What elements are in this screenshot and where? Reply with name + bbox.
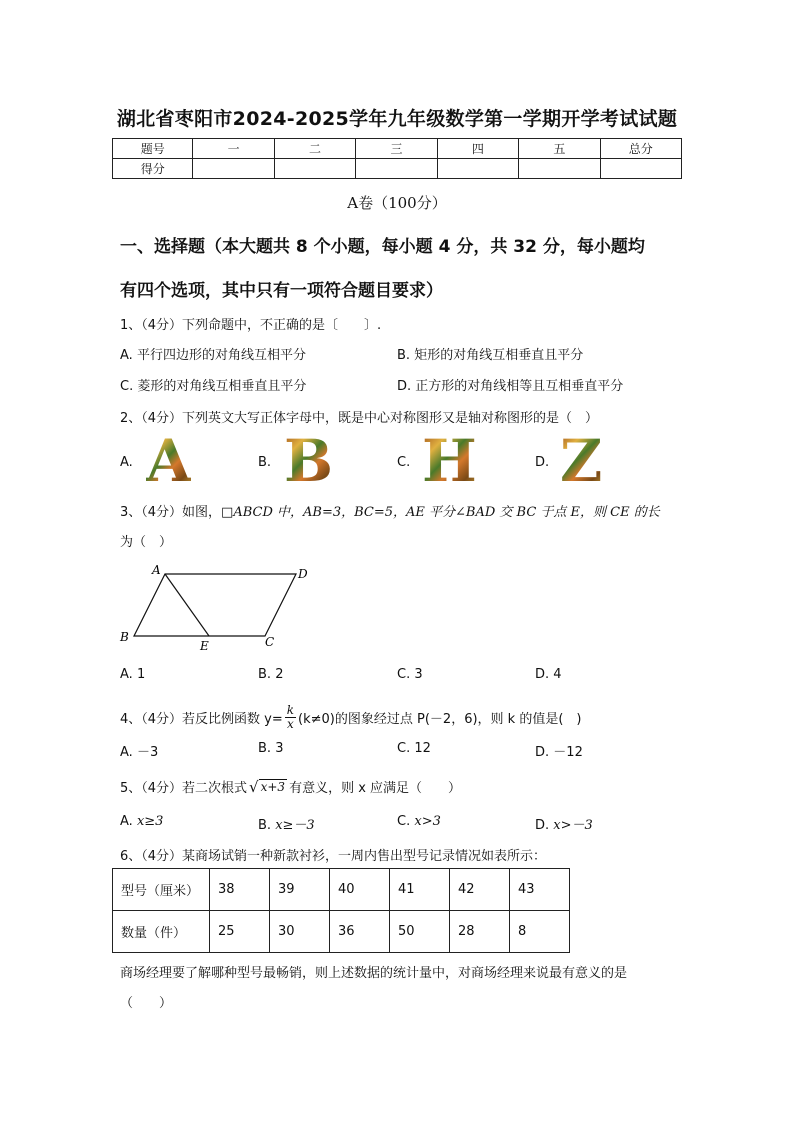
parallelogram-figure — [112, 560, 322, 655]
option-text: x≥3 — [136, 814, 164, 829]
score-cell[interactable] — [437, 159, 518, 179]
score-header-cell: 四 — [437, 139, 518, 159]
size-cell: 38 — [210, 869, 270, 911]
question-6-followup-line2: （ ） — [120, 996, 173, 1011]
count-cell: 36 — [330, 911, 390, 953]
option-letter: D. — [535, 667, 550, 682]
q1-option-d — [397, 375, 623, 394]
option-letter: D. — [397, 379, 412, 394]
score-cell[interactable] — [274, 159, 355, 179]
q3-stem-math: □ABCD 中，AB=3，BC=5，AE 平分∠BAD 交 BC 于点 E，则 CE 的长 — [221, 505, 660, 520]
radicand: x+3 — [260, 780, 286, 794]
option-letter: A. — [120, 814, 133, 829]
q2-option-d-letter: D. — [535, 455, 550, 470]
square-root-expression — [249, 778, 287, 796]
fraction-denominator: x — [287, 717, 294, 732]
q3-stem-prefix: 3、（4分）如图， — [120, 505, 222, 520]
q3-option-c — [397, 667, 423, 682]
option-letter: B. — [258, 818, 272, 833]
q1-option-a — [120, 344, 306, 363]
option-letter: D. — [535, 745, 550, 760]
letter-a-image: A — [146, 427, 192, 495]
row-label-size: 型号（厘米） — [113, 869, 210, 911]
option-text: 2 — [275, 667, 284, 682]
q4-stem-prefix: 4、（4分）若反比例函数 y= — [120, 712, 283, 728]
q4-option-a — [120, 741, 158, 760]
option-letter: B. — [258, 741, 272, 756]
count-cell: 30 — [270, 911, 330, 953]
option-text: －12 — [553, 745, 583, 760]
option-text: 平行四边形的对角线互相平分 — [136, 348, 306, 363]
row-label-count: 数量（件） — [113, 911, 210, 953]
option-text: 12 — [414, 741, 431, 756]
score-header-cell: 二 — [274, 139, 355, 159]
size-cell: 41 — [390, 869, 450, 911]
section-heading-line2: 有四个选项，其中只有一项符合题目要求） — [120, 281, 443, 301]
score-header-cell: 总分 — [600, 139, 681, 159]
size-cell: 42 — [450, 869, 510, 911]
q2-option-c-letter: C. — [397, 455, 411, 470]
score-table-header-row — [113, 139, 682, 159]
count-cell: 28 — [450, 911, 510, 953]
q5-stem-suffix: 有意义，则 x 应满足（ ） — [289, 781, 462, 796]
table-row — [113, 869, 570, 911]
question-3-stem-line2: 为（ ） — [120, 535, 173, 550]
q4-option-c — [397, 741, 431, 756]
table-row — [113, 911, 570, 953]
q4-option-b — [258, 741, 283, 756]
vertex-label-e: E — [200, 639, 209, 653]
shirt-size-table — [112, 868, 570, 953]
score-table-score-row — [113, 159, 682, 179]
option-letter: C. — [397, 667, 411, 682]
letter-h-image: H — [422, 427, 477, 495]
fraction-k-over-x — [285, 704, 296, 731]
option-letter: C. — [120, 379, 134, 394]
q5-stem-prefix: 5、（4分）若二次根式 — [120, 781, 248, 796]
score-table — [112, 138, 682, 179]
vertex-label-a: A — [152, 563, 161, 577]
option-letter: B. — [258, 667, 272, 682]
q4-stem-suffix: (k≠0)的图象经过点 P(－2，6)，则 k 的值是( ) — [298, 712, 582, 728]
fraction-numerator: k — [286, 703, 295, 717]
vertex-label-b: B — [120, 630, 129, 644]
option-letter: A. — [120, 667, 133, 682]
vertex-label-c: C — [265, 635, 275, 649]
q5-option-c — [397, 814, 441, 829]
option-letter: A. — [120, 348, 133, 363]
score-cell[interactable] — [519, 159, 600, 179]
option-letter: D. — [535, 818, 550, 833]
q3-option-b — [258, 667, 283, 682]
letter-z-image: Z — [560, 427, 603, 495]
option-letter: C. — [397, 741, 411, 756]
option-text: x>－3 — [553, 818, 593, 833]
q1-option-b — [397, 344, 583, 363]
score-cell[interactable] — [193, 159, 274, 179]
parallelogram-abcd — [134, 574, 296, 636]
count-cell: 25 — [210, 911, 270, 953]
score-header-cell: 题号 — [113, 139, 193, 159]
letter-b-image: B — [284, 427, 334, 495]
option-text: 菱形的对角线互相垂直且平分 — [137, 379, 307, 394]
option-text: 矩形的对角线互相垂直且平分 — [414, 348, 584, 363]
count-cell: 50 — [390, 911, 450, 953]
size-cell: 39 — [270, 869, 330, 911]
score-cell[interactable] — [600, 159, 681, 179]
score-cell[interactable] — [356, 159, 437, 179]
question-1-stem: 1、（4分）下列命题中，不正确的是〔 〕. — [120, 318, 382, 333]
option-letter: B. — [397, 348, 411, 363]
option-text: x≥－3 — [275, 818, 315, 833]
question-6-followup-line1: 商场经理要了解哪种型号最畅销，则上述数据的统计量中，对商场经理来说最有意义的是 — [120, 966, 628, 981]
q2-option-b-letter: B. — [258, 455, 272, 470]
document-title: 湖北省枣阳市2024-2025学年九年级数学第一学期开学考试试题 — [116, 108, 678, 130]
count-cell: 8 — [510, 911, 570, 953]
q5-option-a — [120, 814, 163, 829]
option-text: 4 — [553, 667, 562, 682]
question-4-stem — [120, 704, 680, 731]
vertex-label-d: D — [298, 567, 308, 581]
score-header-cell: 一 — [193, 139, 274, 159]
option-text: x>3 — [414, 814, 441, 829]
radical-sign-icon: √ — [249, 777, 259, 796]
score-header-cell: 五 — [519, 139, 600, 159]
option-letter: A. — [120, 745, 133, 760]
score-row-label: 得分 — [113, 159, 193, 179]
q4-option-d — [535, 741, 583, 760]
score-header-cell: 三 — [356, 139, 437, 159]
question-5-stem — [120, 777, 680, 796]
option-text: 正方形的对角线相等且互相垂直平分 — [415, 379, 624, 394]
question-3-stem — [120, 501, 680, 520]
q5-option-d — [535, 814, 593, 833]
option-text: 3 — [414, 667, 423, 682]
option-letter: C. — [397, 814, 411, 829]
option-text: －3 — [136, 745, 159, 760]
size-cell: 43 — [510, 869, 570, 911]
q3-option-d — [535, 667, 562, 682]
q3-option-a — [120, 667, 145, 682]
question-2-stem: 2、（4分）下列英文大写正体字母中，既是中心对称图形又是轴对称图形的是（ ） — [120, 411, 599, 426]
option-text: 1 — [136, 667, 146, 682]
q5-option-b — [258, 814, 315, 833]
q2-option-a-letter: A. — [120, 455, 133, 470]
segment-ae — [165, 574, 209, 636]
size-cell: 40 — [330, 869, 390, 911]
q1-option-c — [120, 375, 306, 394]
section-a-label: A卷（100分） — [347, 194, 447, 212]
option-text: 3 — [275, 741, 284, 756]
question-6-stem: 6、（4分）某商场试销一种新款衬衫，一周内售出型号记录情况如表所示： — [120, 849, 547, 864]
section-heading-line1: 一、选择题（本大题共 8 个小题，每小题 4 分，共 32 分，每小题均 — [120, 237, 645, 257]
